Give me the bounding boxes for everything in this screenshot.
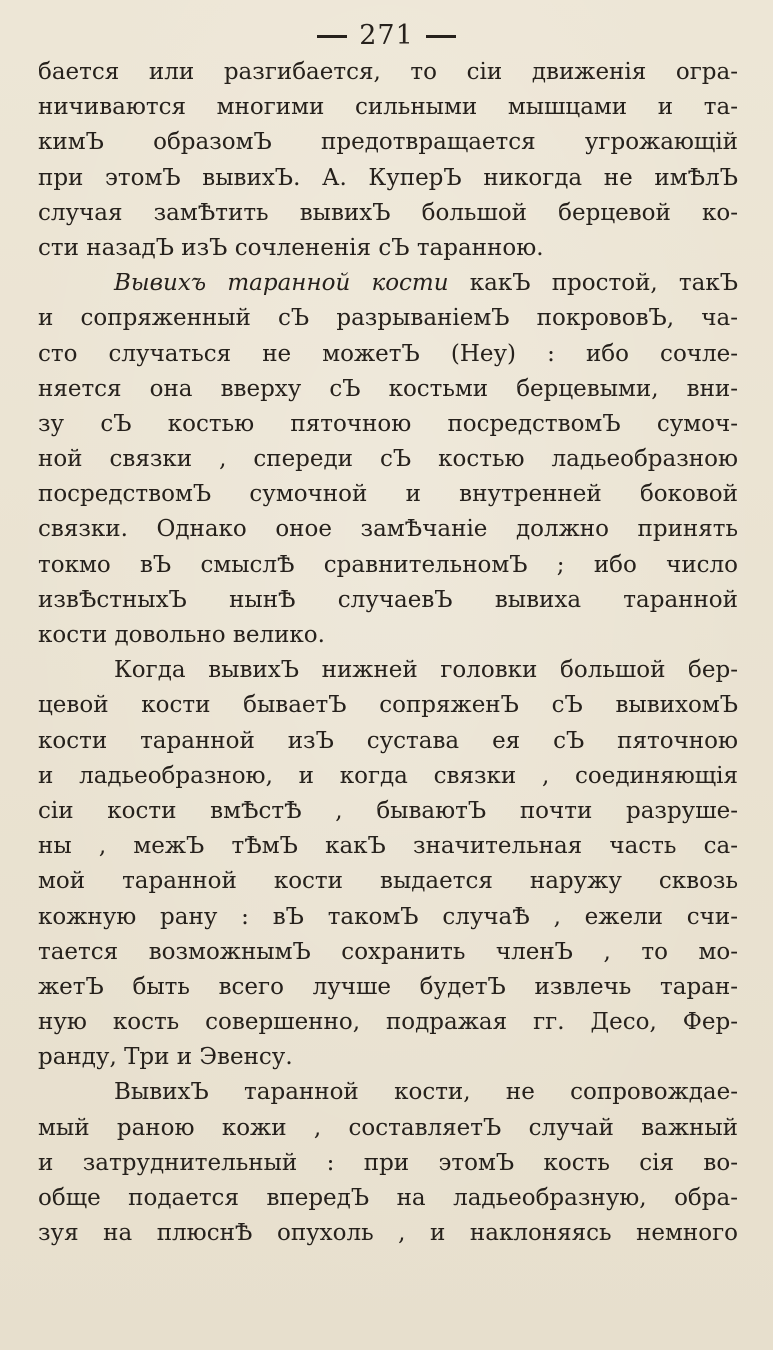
text-line: мой таранной кости выдается наружу сквозь [38,868,738,895]
text-line: тается возможнымЪ сохранить членЪ , то мо- [38,938,738,965]
text-line [38,266,738,301]
text-line: сти назадЪ изЪ сочлененія сЪ таранною. [38,234,544,261]
text-line: посредствомЪ сумочной и внутренней боковой [38,481,738,508]
text-line: зу сЪ костью пяточною посредствомЪ сумоч- [38,410,738,437]
text-line: Когда вывихЪ нижней головки большой бер- [114,657,738,684]
text-line: и ладьеобразною, и когда связки , соединяющія [38,762,738,789]
text-line: жетЪ быть всего лучше будетЪ извлечь таран- [38,973,738,1000]
body-text [38,55,738,1251]
text-line: случая замѢтить вывихЪ большой берцевой ко- [38,199,738,226]
page-number: 271 [359,20,414,51]
text-line: мый раною кожи , составляетЪ случай важный [38,1114,738,1141]
text-line: токмо вЪ смыслѢ сравнительномЪ ; ибо число [38,551,738,578]
text-line: и затруднительный : при этомЪ кость сія во- [38,1149,738,1176]
text-line: ны , межЪ тѢмЪ какЪ значительная часть са- [38,833,738,860]
italic-heading: Вывихъ таранной кости [114,270,449,297]
text-line: няется она вверху сЪ костьми берцевыми, вни- [38,375,738,402]
text-line: ную кость совершенно, подражая гг. Десо, Фер- [38,1009,738,1036]
line-rest: какЪ простой, такЪ [448,270,738,297]
text-line: сіи кости вмѢстѢ , бываютЪ почти разруше- [38,797,738,824]
text-line: ничиваются многими сильными мышцами и та- [38,94,738,121]
header-dash-right [426,35,456,38]
header-dash-left [317,35,347,38]
text-line: ранду, Три и Эвенсу. [38,1044,293,1071]
text-line: цевой кости бываетЪ сопряженЪ сЪ вывихомЪ [38,692,738,719]
text-line: сто случаться не можетЪ (Неу) : ибо сочле- [38,340,738,367]
text-line: и сопряженный сЪ разрываніемЪ покрововЪ, ча- [38,305,738,332]
text-line: кости довольно велико. [38,622,325,648]
text-line: зуя на плюснѢ опухоль , и наклоняясь немного [38,1220,738,1247]
text-line: кимЪ образомЪ предотвращается угрожающій [38,129,738,156]
text-line: бается или разгибается, то сіи движенія огра- [38,59,738,85]
text-line: ной связки , спереди сЪ костью ладьеобразною [38,446,738,473]
text-line: ВывихЪ таранной кости, не сопровождае- [114,1079,738,1106]
text-line: обще подается впередЪ на ладьеобразную, обра- [38,1185,738,1211]
text-line: кожную рану : вЪ такомЪ случаѢ , ежели счи- [38,903,738,930]
text-line: при этомЪ вывихЪ. А. КуперЪ никогда не имѢлЪ [38,164,738,191]
text-line: кости таранной изЪ сустава ея сЪ пяточною [38,727,738,754]
page-header [0,18,773,54]
text-line: извѢстныхЪ нынѢ случаевЪ вывиха таранной [38,586,738,613]
text-line: связки. Однако оное замѢчаніе должно принять [38,516,738,543]
